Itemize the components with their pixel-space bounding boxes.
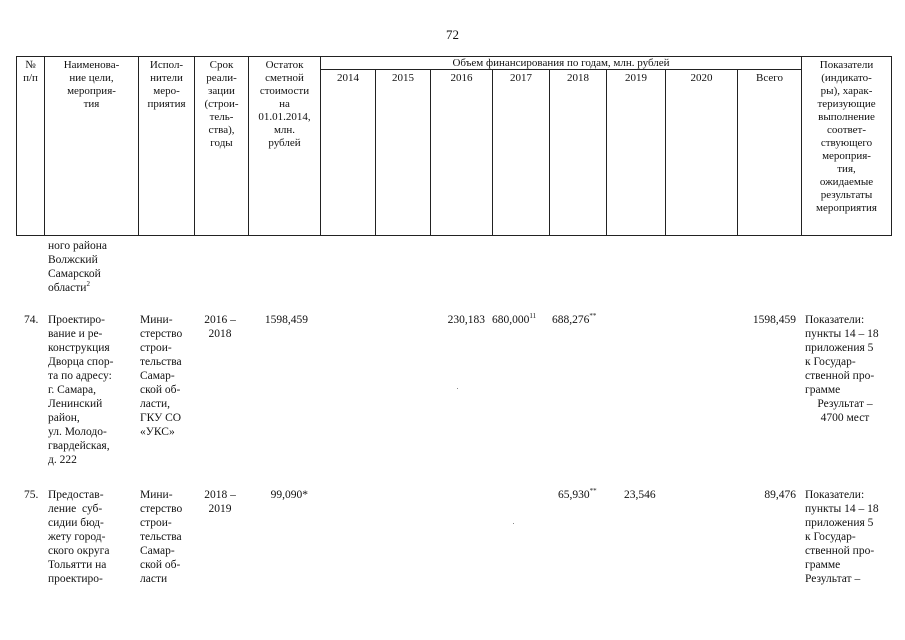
row-executors: Мини- стерство строи- тельства Самар- ской об- ласти, ГКУ СО «УКС» bbox=[140, 314, 183, 438]
row-total: 1598,459 bbox=[752, 314, 796, 326]
row-remainder: 99,090* bbox=[270, 489, 308, 501]
header-year-total: Всего bbox=[738, 70, 802, 236]
row-value-2016: 230,183 bbox=[447, 314, 485, 326]
row-value-2017: 680,000$^{11}$ bbox=[492, 312, 537, 326]
row-indicators: Показатели: пункты 14 – 18 приложения 5 к Государ- ственной про- грамме Результат – bbox=[805, 489, 879, 585]
continuation-text: ного района Волжский Самарской области$^2$ bbox=[48, 240, 107, 294]
scan-speck bbox=[513, 523, 514, 524]
header-year-2016: 2016 bbox=[431, 70, 493, 236]
header-year-2015: 2015 bbox=[376, 70, 431, 236]
row-num: 74. bbox=[24, 314, 39, 326]
header-year-2020: 2020 bbox=[666, 70, 738, 236]
row-value-2019: 23,546 bbox=[624, 489, 656, 501]
header-funding-group: Объем финансирования по годам, млн. рублей bbox=[321, 57, 802, 70]
header-remainder: Остаток сметной стоимости на 01.01.2014, млн. рублей bbox=[249, 57, 321, 236]
footnote-mark: 2 bbox=[86, 280, 90, 289]
row-value-2018: 65,930** bbox=[558, 487, 597, 501]
header-year-2017: 2017 bbox=[493, 70, 550, 236]
row-name: Предостав- ление суб- сидии бюд- жету город- ского округа Тольятти на проектиро- bbox=[48, 489, 110, 585]
header-indicators: Показатели (индикато- ры), харак- теризующие выполнение соответ- ствующего мероприя- тия, ожидаемые результаты мероприятия bbox=[802, 57, 892, 236]
row-total: 89,476 bbox=[764, 489, 796, 501]
row-name: Проектиро- вание и ре- конструкция Дворца спор- та по адресу: г. Самара, Ленинский район, ул. Молодо- гвардейская, д. 222 bbox=[48, 314, 114, 466]
header-num: № п/п bbox=[17, 57, 45, 236]
scan-speck bbox=[457, 388, 458, 389]
page-number: 72 bbox=[446, 27, 459, 42]
row-num: 75. bbox=[24, 489, 39, 501]
header-name: Наименова- ние цели, мероприя- тия bbox=[45, 57, 139, 236]
header-term: Срок реали- зации (строи- тель- ства), годы bbox=[195, 57, 249, 236]
header-executors: Испол- нители меро- приятия bbox=[139, 57, 195, 236]
header-table bbox=[16, 56, 892, 236]
row-remainder: 1598,459 bbox=[264, 314, 308, 326]
row-value-2018: 688,276** bbox=[552, 312, 597, 326]
row-result: Результат – 4700 мест bbox=[817, 398, 873, 424]
header-year-2019: 2019 bbox=[607, 70, 666, 236]
row-executors: Мини- стерство строи- тельства Самар- ской об- ласти bbox=[140, 489, 183, 585]
header-year-2018: 2018 bbox=[550, 70, 607, 236]
row-indicators: Показатели: пункты 14 – 18 приложения 5 к Государ- ственной про- грамме bbox=[805, 314, 879, 396]
row-term: 2016 – 2018 bbox=[204, 314, 236, 340]
header-year-2014: 2014 bbox=[321, 70, 376, 236]
row-term: 2018 – 2019 bbox=[204, 489, 236, 515]
